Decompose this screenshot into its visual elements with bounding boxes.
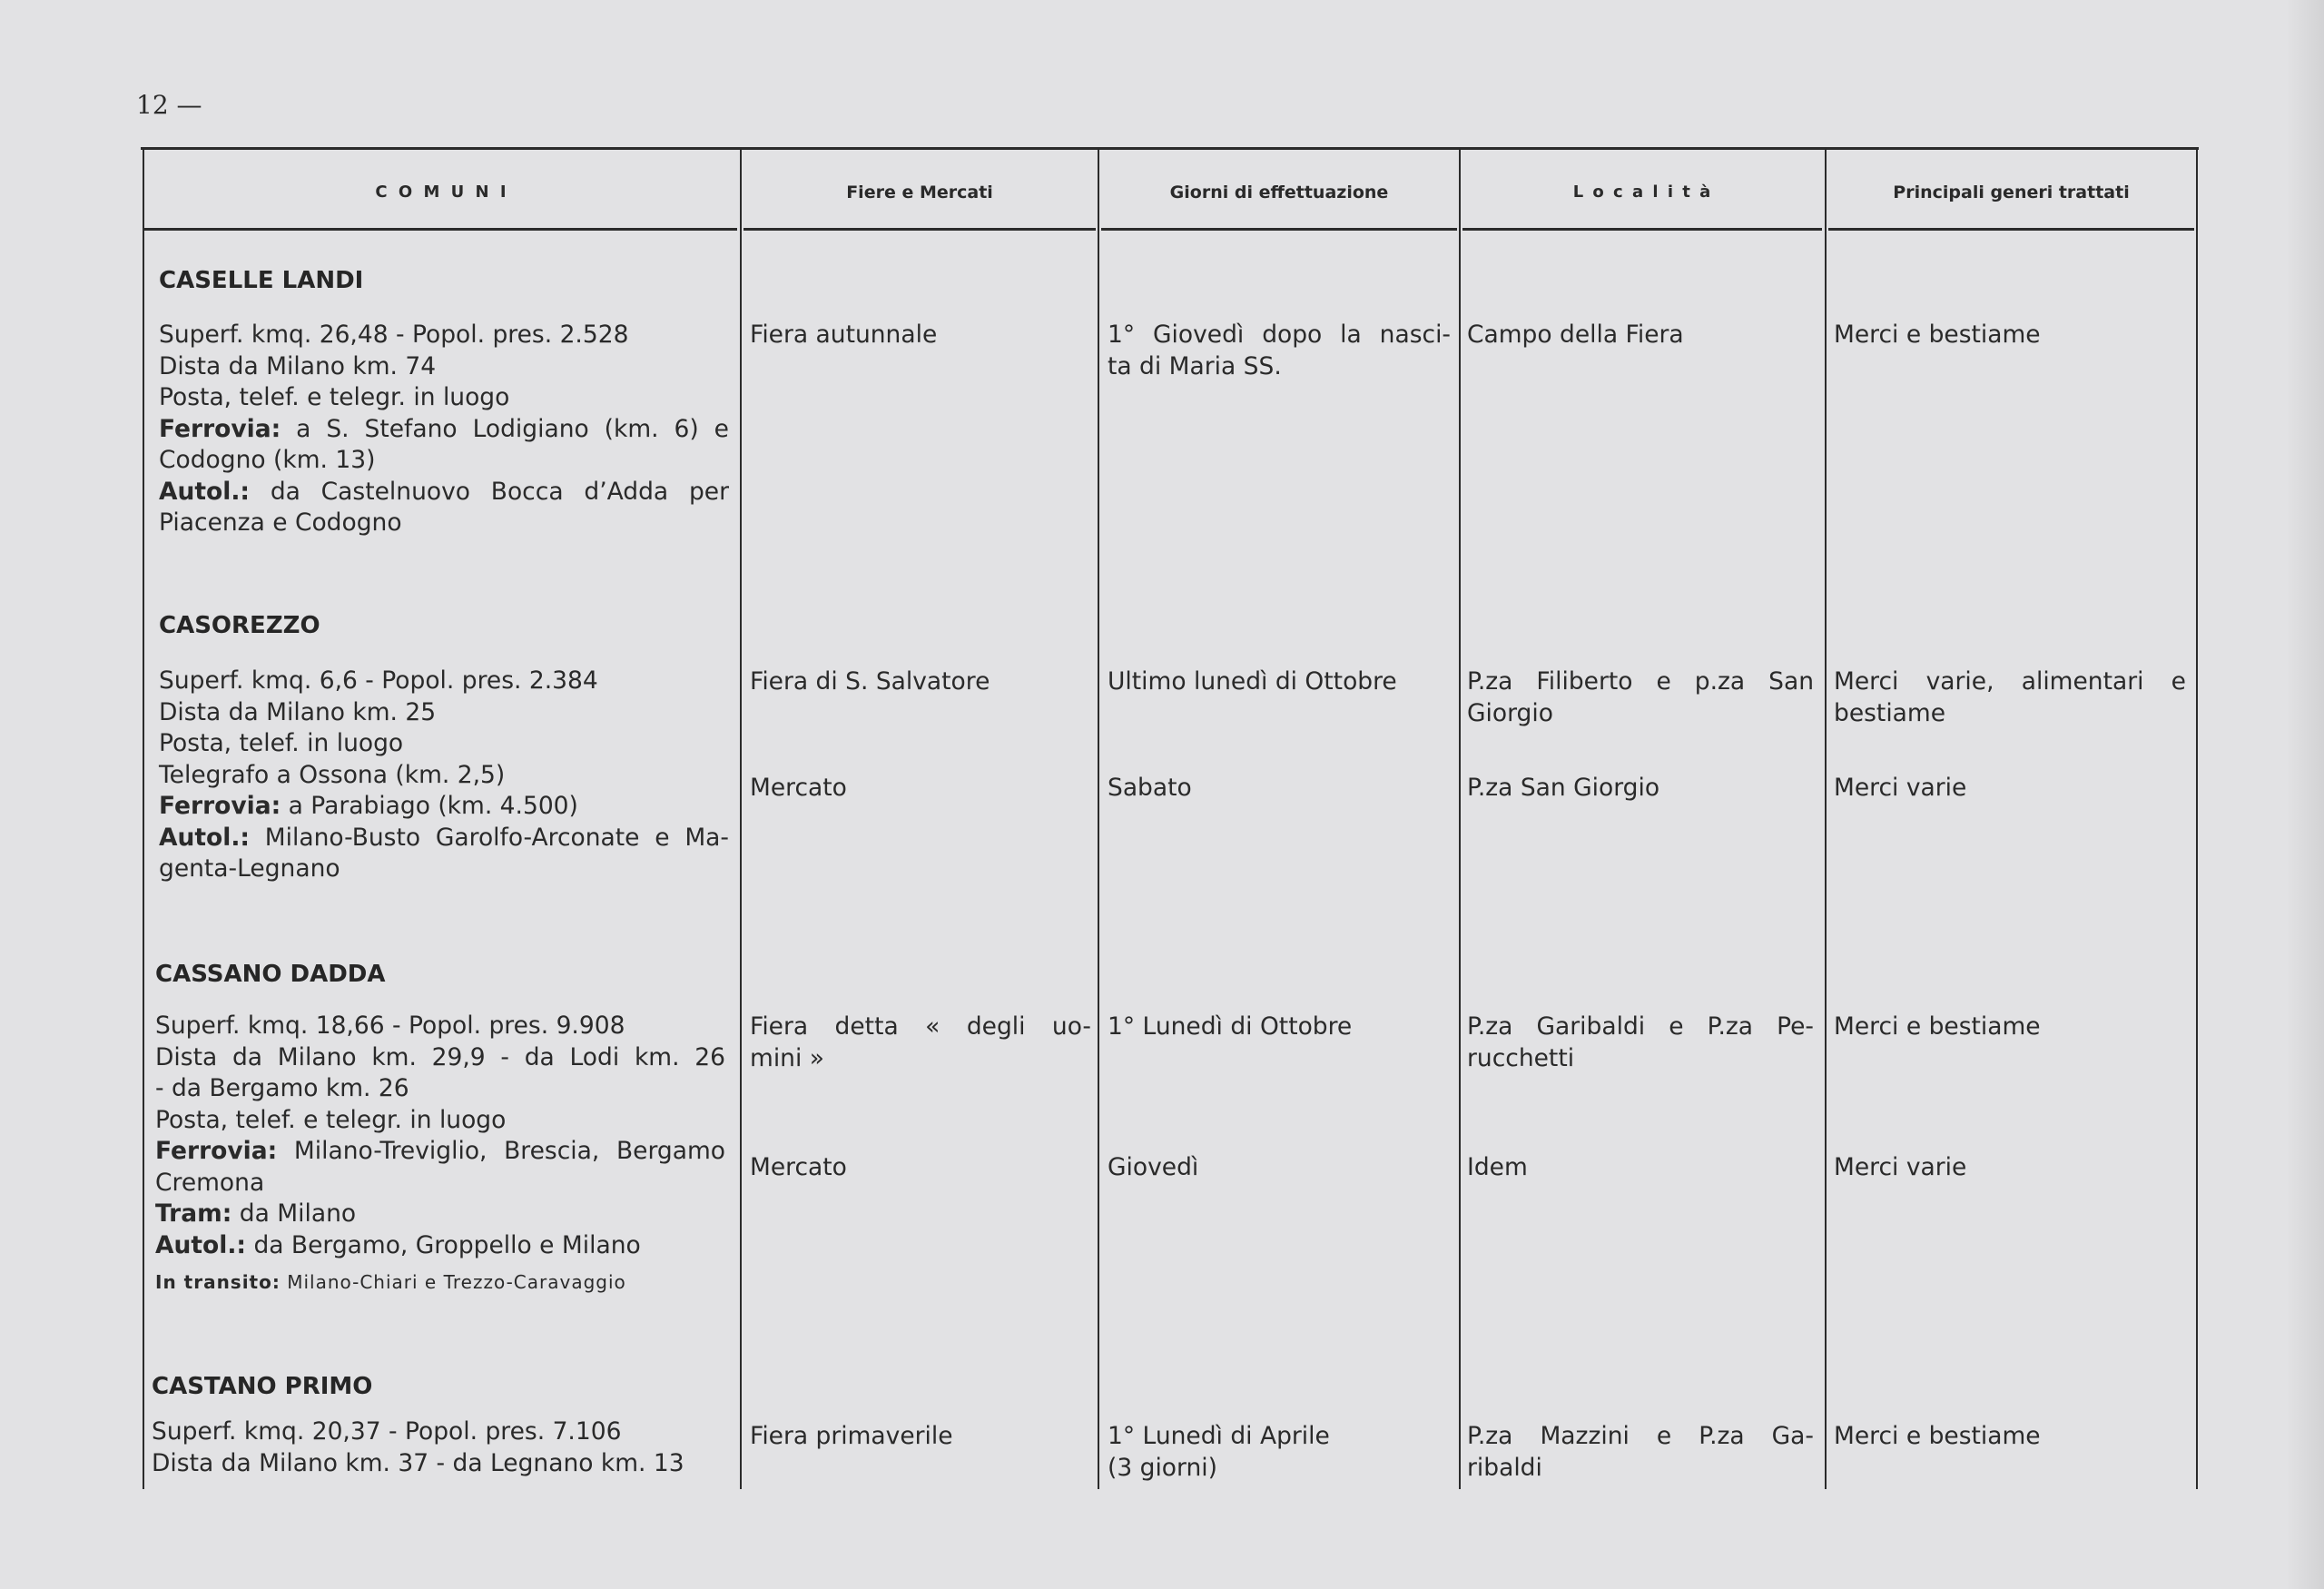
info-text: da Castelnuovo Bocca d’Adda per [270, 477, 729, 506]
info-text: da Milano [239, 1199, 357, 1228]
cell-line: 1° Lunedì di Ottobre [1108, 1012, 1353, 1041]
cell-line: ribaldi [1467, 1453, 1542, 1482]
localita-cell [1467, 1152, 1814, 1184]
cell-line: Campo della Fiera [1467, 321, 1684, 349]
comune-name: CASOREZZO [159, 612, 320, 639]
giorni-cell [1108, 320, 1451, 382]
cell-line: Fiera primaverile [750, 1422, 953, 1450]
cell-line: 1° Giovedì dopo la nasci- [1108, 321, 1451, 349]
transit-text: Milano-Chiari e Trezzo-Caravaggio [287, 1271, 626, 1293]
page-number: 12 — [136, 90, 202, 120]
comune-name: CASELLE LANDI [159, 267, 364, 294]
info-line [159, 351, 729, 383]
cell-line: Merci e bestiame [1834, 1422, 2041, 1450]
info-label: Tram: [155, 1199, 232, 1228]
info-label: Ferrovia: [159, 414, 281, 443]
cell-line: (3 giorni) [1108, 1453, 1217, 1482]
header-divider [143, 228, 737, 231]
info-label: Autol.: [155, 1230, 246, 1259]
info-text: Posta, telef. e telegr. in luogo [159, 383, 510, 411]
comune-name: CASTANO PRIMO [152, 1373, 373, 1400]
header-divider [743, 228, 1096, 231]
generi-cell [1834, 320, 2186, 351]
cell-line: Ultimo lunedì di Ottobre [1108, 667, 1397, 696]
cell-line: rucchetti [1467, 1043, 1575, 1072]
info-text: Milano-Busto Garolfo-Arconate e Ma- [264, 823, 729, 852]
info-text: Cremona [155, 1168, 265, 1197]
giorni-cell [1108, 1421, 1451, 1484]
info-label: Ferrovia: [159, 792, 281, 820]
info-text: da Bergamo, Groppello e Milano [253, 1230, 641, 1259]
info-label: Autol.: [159, 477, 250, 506]
info-line [159, 477, 729, 508]
cell-line: Giovedì [1108, 1153, 1199, 1181]
info-line [155, 1011, 725, 1042]
comune-name: CASSANO DADDA [155, 961, 386, 988]
fiera-cell [750, 773, 1091, 804]
info-text: Milano-Treviglio, Brescia, Bergamo [293, 1137, 725, 1165]
cell-line: Merci e bestiame [1834, 1012, 2041, 1041]
info-text: Dista da Milano km. 29,9 - da Lodi km. 26 [155, 1042, 725, 1071]
cell-line: mini » [750, 1043, 824, 1072]
info-label: Ferrovia: [155, 1137, 278, 1165]
cell-line: Merci varie [1834, 1153, 1967, 1181]
info-text: Telegrafo a Ossona (km. 2,5) [159, 760, 506, 789]
info-text: genta-Legnano [159, 854, 340, 883]
comune-info [152, 1416, 722, 1479]
info-line [159, 854, 729, 885]
info-text: Dista da Milano km. 25 [159, 697, 437, 726]
header-divider [1101, 228, 1457, 231]
cell-line: Giorgio [1467, 698, 1553, 727]
cell-line: ta di Maria SS. [1108, 351, 1282, 380]
info-line [155, 1168, 725, 1199]
info-text: Dista da Milano km. 37 - da Legnano km. 13 [152, 1448, 684, 1477]
info-line [159, 445, 729, 477]
cell-line: Fiera detta « degli uo- [750, 1012, 1091, 1041]
generi-cell [1834, 773, 2186, 804]
page-edge-shadow [2286, 0, 2324, 1589]
info-line [159, 697, 729, 729]
info-line [152, 1448, 722, 1480]
info-text: Superf. kmq. 6,6 - Popol. pres. 2.384 [159, 666, 598, 695]
header-generi: Principali generi trattati [1893, 183, 2130, 202]
cell-line: Fiera autunnale [750, 321, 938, 349]
generi-cell [1834, 1152, 2186, 1184]
info-line [159, 791, 729, 823]
info-label: Autol.: [159, 823, 250, 852]
info-text: Codogno (km. 13) [159, 446, 376, 474]
cell-line: P.za Garibaldi e P.za Pe- [1467, 1012, 1814, 1041]
fiera-cell [750, 1012, 1091, 1074]
column-divider [143, 148, 144, 1489]
giorni-cell [1108, 773, 1451, 804]
info-text: a Parabiago (km. 4.500) [288, 792, 578, 820]
info-line [159, 760, 729, 792]
info-text: Superf. kmq. 20,37 - Popol. pres. 7.106 [152, 1417, 622, 1446]
transit-line [155, 1268, 725, 1296]
generi-cell [1834, 1421, 2186, 1453]
fiera-cell [750, 666, 1091, 698]
fiera-cell [750, 320, 1091, 351]
info-text: Posta, telef. e telegr. in luogo [155, 1105, 507, 1134]
info-line [155, 1230, 725, 1262]
info-line [159, 382, 729, 414]
cell-line: Mercato [750, 774, 847, 802]
column-divider [1098, 148, 1099, 1489]
column-divider [2196, 148, 2198, 1489]
localita-cell [1467, 1012, 1814, 1074]
column-divider [740, 148, 742, 1489]
giorni-cell [1108, 1152, 1451, 1184]
info-line [159, 728, 729, 760]
info-line [152, 1416, 722, 1448]
column-divider [1825, 148, 1827, 1489]
localita-cell [1467, 773, 1814, 804]
info-text: Superf. kmq. 18,66 - Popol. pres. 9.908 [155, 1012, 625, 1040]
header-divider [1828, 228, 2194, 231]
info-line [159, 508, 729, 539]
localita-cell [1467, 1421, 1814, 1484]
cell-line: P.za Mazzini e P.za Ga- [1467, 1422, 1814, 1450]
cell-line: P.za San Giorgio [1467, 774, 1660, 802]
info-text: Superf. kmq. 26,48 - Popol. pres. 2.528 [159, 321, 629, 349]
header-fiere: Fiere e Mercati [846, 183, 993, 202]
cell-line: P.za Filiberto e p.za San [1467, 667, 1814, 696]
generi-cell [1834, 1012, 2186, 1043]
header-giorni: Giorni di effettuazione [1169, 183, 1389, 202]
comune-info [159, 320, 729, 539]
giorni-cell [1108, 1012, 1451, 1043]
info-text: Piacenza e Codogno [159, 508, 402, 537]
giorni-cell [1108, 666, 1451, 698]
info-line [155, 1105, 725, 1137]
column-divider [1459, 148, 1461, 1489]
localita-cell [1467, 666, 1814, 729]
cell-line: 1° Lunedì di Aprile [1108, 1422, 1330, 1450]
comune-info [159, 666, 729, 885]
info-line [155, 1073, 725, 1105]
info-text: a S. Stefano Lodigiano (km. 6) e [296, 414, 729, 443]
cell-line: bestiame [1834, 698, 1946, 727]
info-line [155, 1042, 725, 1074]
info-line [159, 320, 729, 351]
info-line [155, 1136, 725, 1168]
info-line [155, 1199, 725, 1230]
info-text: - da Bergamo km. 26 [155, 1074, 409, 1102]
cell-line: Fiera di S. Salvatore [750, 667, 990, 696]
cell-line: Merci varie, alimentari e [1834, 667, 2186, 696]
generi-cell [1834, 666, 2186, 729]
cell-line: Idem [1467, 1153, 1528, 1181]
header-divider [1462, 228, 1822, 231]
cell-line: Merci varie [1834, 774, 1967, 802]
info-text: Dista da Milano km. 74 [159, 351, 437, 380]
header-comuni: C O M U N I [375, 183, 509, 202]
cell-line: Merci e bestiame [1834, 321, 2041, 349]
info-line [159, 666, 729, 697]
fiera-cell [750, 1421, 1091, 1453]
cell-line: Sabato [1108, 774, 1192, 802]
table-top-border [141, 147, 2199, 150]
transit-label: In transito: [155, 1271, 281, 1293]
info-line [159, 823, 729, 854]
localita-cell [1467, 320, 1814, 351]
header-localita: L o c a l i t à [1572, 183, 1713, 202]
fiera-cell [750, 1152, 1091, 1184]
comune-info [155, 1011, 725, 1296]
info-text: Posta, telef. in luogo [159, 729, 404, 757]
cell-line: Mercato [750, 1153, 847, 1181]
info-line [159, 414, 729, 446]
